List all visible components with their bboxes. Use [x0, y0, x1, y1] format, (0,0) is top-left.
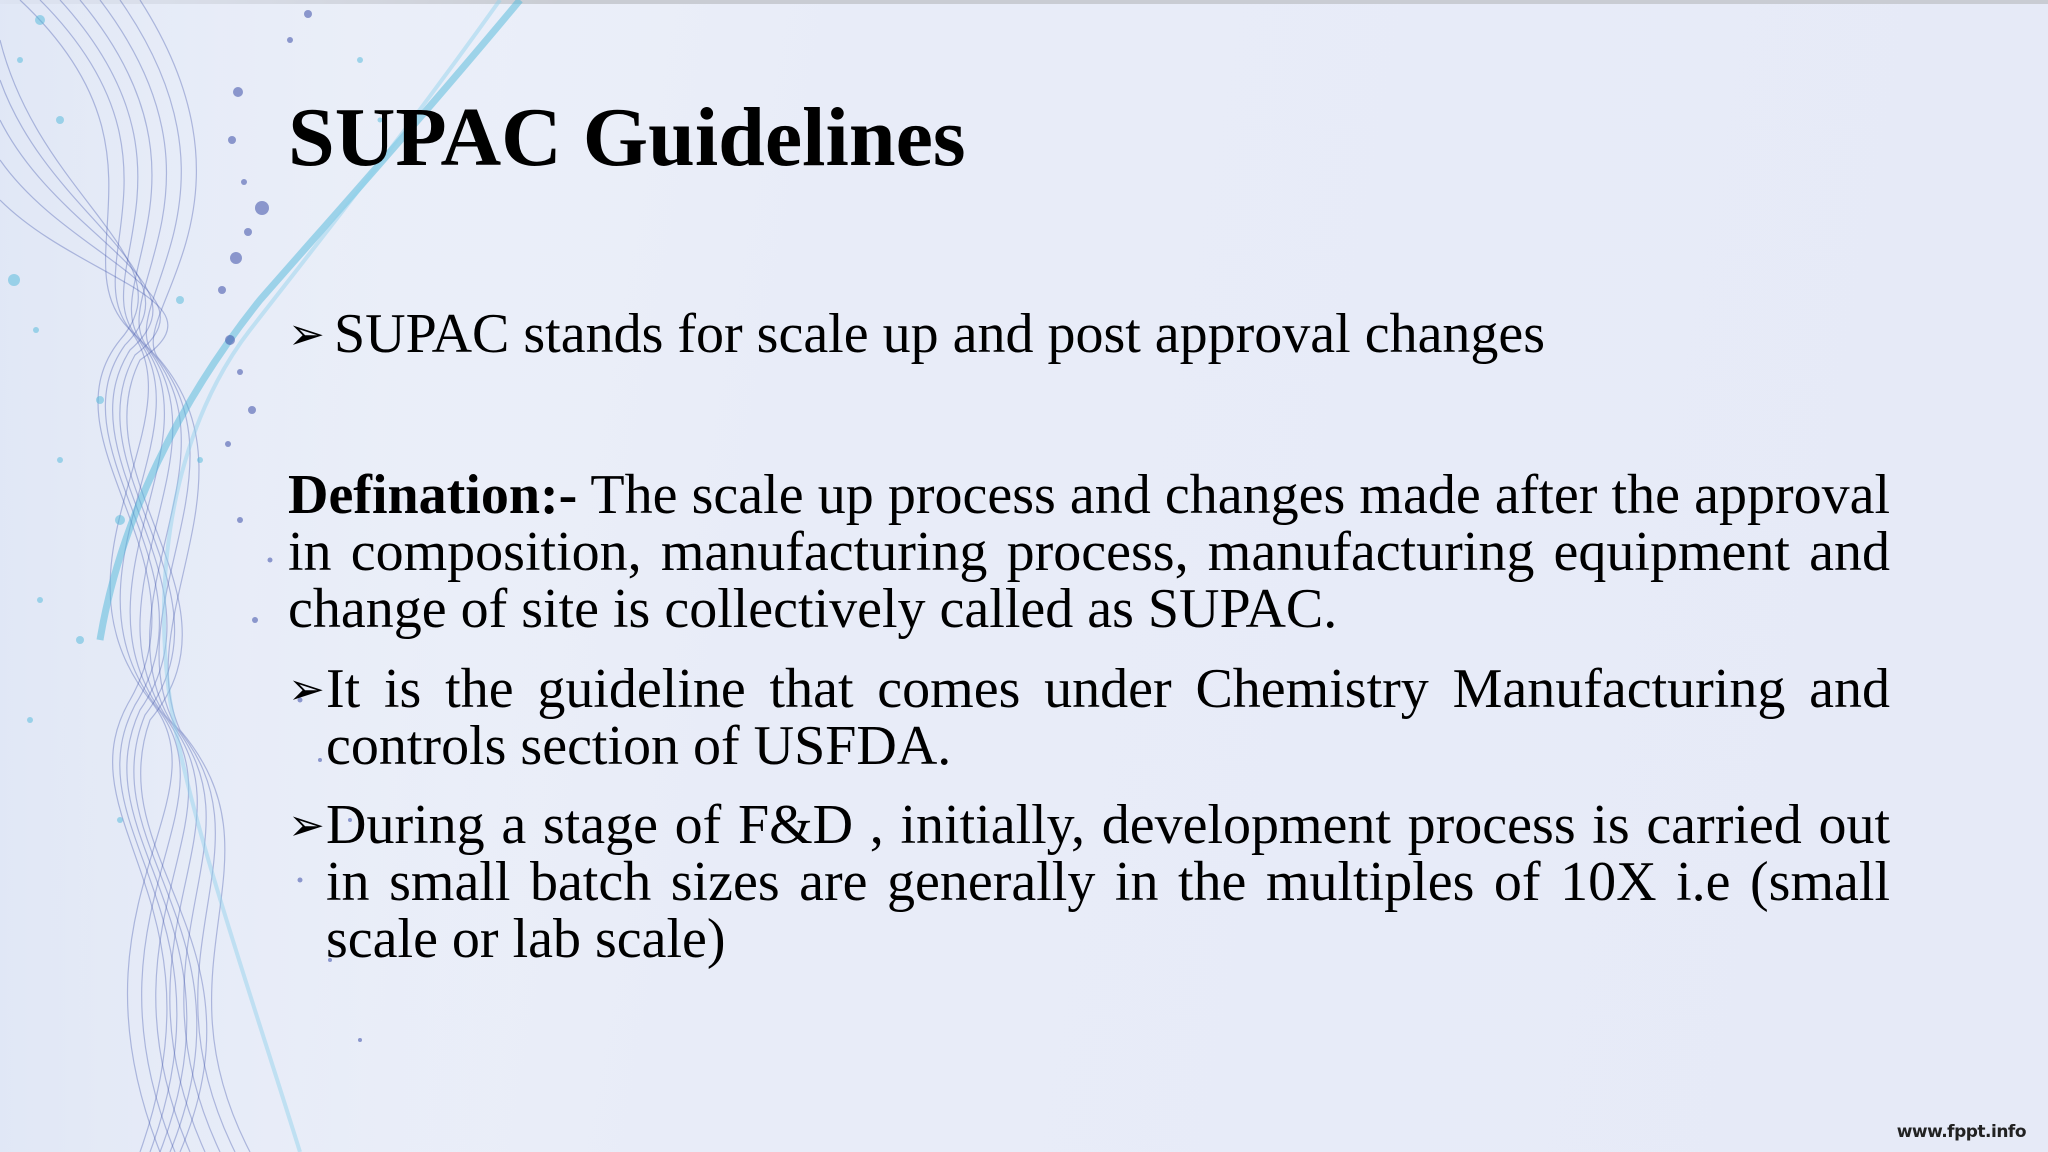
watermark: www.fppt.info [1896, 1122, 2026, 1142]
definition-term: Defination:- [288, 464, 578, 526]
bullet-item-2 [288, 658, 1890, 777]
bullet-item-1 [288, 303, 1546, 365]
bullet-item-3 [288, 794, 1890, 970]
arrowhead-bullet-icon: ➢ [288, 309, 325, 360]
definition-text: The scale up process and changes made after the approval in composition, manufacturing process, manufacturing equipment and change of site is collectively called as SUPAC. [288, 464, 1890, 640]
arrowhead-bullet-icon: ➢ [288, 664, 325, 715]
bullet-3-text: During a stage of F&D , initially, development process is carried out in small batch sizes are generally in the multiples of 10X i.e (small scale or lab scale) [326, 794, 1890, 970]
definition-paragraph [288, 464, 1890, 640]
bullet-1-text: SUPAC stands for scale up and post approval changes [334, 303, 1546, 365]
bullet-2-text: It is the guideline that comes under Chemistry Manufacturing and controls section of USFDA. [326, 658, 1890, 777]
arrowhead-bullet-icon: ➢ [288, 800, 325, 851]
slide-title: SUPAC Guidelines [288, 91, 966, 184]
